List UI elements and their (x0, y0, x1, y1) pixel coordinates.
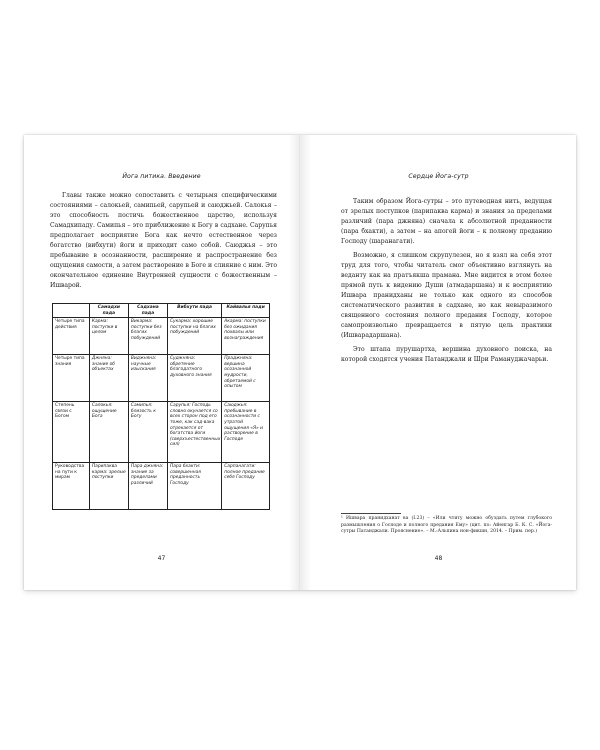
table-cell: Суджняна: обретение благодатного духовного знания (167, 355, 221, 402)
table-cell: Викарма: поступки без благих побуждений (128, 318, 167, 355)
table-cell: Акарма: поступки без ожидания похвалы или вознаграждения (222, 318, 270, 355)
table-cell: Карма: поступки в целом (89, 318, 128, 355)
table-header-cell (53, 304, 90, 318)
table-cell: Салокья: ощущение Бога (89, 402, 128, 463)
book-spread (24, 135, 576, 590)
table-cell: Пара бхакти: совершенная преданность Господу (167, 463, 221, 510)
paragraph: Таким образом Йога-сутры – это путеводная нить, ведущая от зрелых поступков (парипаква карма) и знания за пределами различий (пара джняна) сначала к абсолютной преданности (пара бхакти), а затем – на апогей йоги – к полному преданию Господу (шаранагати). (341, 198, 552, 245)
table-cell: Сарпанагати: полное предание себя Господу (222, 463, 270, 510)
table-header-cell: Самадхи пада (89, 304, 128, 318)
right-page (300, 135, 576, 590)
table-header-row (53, 304, 270, 318)
table-header-cell: Кайвалья пади (222, 304, 270, 318)
table-cell: Пара джняна: знание за пределами различий (128, 463, 167, 510)
footnote: ¹ Ишвара пранидханат ва (I.23) – «Или чтиту можно обуздать путем глубокого размышления о Господе и полного предания Ему» (цит. по: Айенгар Б. К. С. «Йога-сутры Патанджали. Прояснение». – М.:Альпина нон-фикшн, 2014. – Прим. пер.) (341, 516, 552, 535)
left-running-head: Йога питика. Введение (122, 173, 201, 180)
footnote-divider (341, 513, 401, 514)
yoga-comparison-table (52, 303, 270, 510)
table-cell: Четыре типа действия (53, 318, 90, 355)
left-page-number: 47 (157, 555, 166, 562)
table-cell: Праджняна: вершина осознанной мудрости, обретаемой с опытом (222, 355, 270, 402)
right-page-number: 48 (434, 555, 443, 562)
table-row (53, 318, 270, 355)
paragraph: Возможно, я слишком скрупулезен, но я взял на себя этот труд для того, чтобы читатель смог объективно взглянуть на веданту как на пратъякша прамана. Мне видится в этом более прямой путь к видению Души (атмадаршана) и к восприятию Ишвара пранидханы не только как одного из способов систематического развития в садхане, но как невыразимого священного состояния полного предания Господу, которое самопроизвольно превращается в пятую цель практики (Ишварадаршана). (341, 252, 552, 339)
right-body-text (341, 197, 552, 365)
table-row (53, 463, 270, 510)
left-body-text (50, 191, 277, 291)
table-cell: Парипаква карма: зрелые поступки (89, 463, 128, 510)
table-row (53, 402, 270, 463)
table-header-cell: Вибхути пада (167, 304, 221, 318)
table-cell: Руководства на пути к мирам (53, 463, 90, 510)
table-row (53, 355, 270, 402)
table-cell: Четыре типа знания (53, 355, 90, 402)
gutter-shadow (289, 135, 299, 590)
right-running-head: Сердце Йога-сутр (408, 173, 469, 180)
gutter-shadow (301, 135, 311, 590)
paragraph: Это штапа пурушартха, вершина духовного поиска, на которой сходятся учения Патанджали и Шри Рамануджачарьи. (341, 346, 552, 363)
table-cell: Самипья: близость к Богу (128, 402, 167, 463)
table-cell: Саюджья: пребывание в осознанности с утратой ощущения «Я» и растворение в Господе (222, 402, 270, 463)
table-cell: Джняна: знание об объектах (89, 355, 128, 402)
table-cell: Степень связи с Богом (53, 402, 90, 463)
table-cell: Сарупья: Господь словно окунается со всех сторон под его тоже, как сад-вака отрекается от богатства йоги (сверхъестественных сил) (167, 402, 221, 463)
paragraph: Главы также можно сопоставить с четырьмя специфическими состояниями – салокьей, самипьей, сарупьей и саюджьей. Салокья – это способность постичь божественное царство, используя Самадхипаду. Самипья – это приближение к Богу в садхане. Сарупья предполагает восприятие Бога как нечто естественное через богатство (вибхути) йоги и приходит само собой. Саюджья – это пребывание в осознанности, расширение и распространение без ощущения самости, а затем растворение в Боге и слияние с ним. Это окончательное единение Внутренней сущности с божественным – Ишварой. (50, 192, 277, 289)
table-cell: Виджняна: научные изыскания (128, 355, 167, 402)
table-header-cell: Садхана пада (128, 304, 167, 318)
table-cell: Сукарма: хорошие поступки на благих побуждений (167, 318, 221, 355)
left-page (24, 135, 300, 590)
